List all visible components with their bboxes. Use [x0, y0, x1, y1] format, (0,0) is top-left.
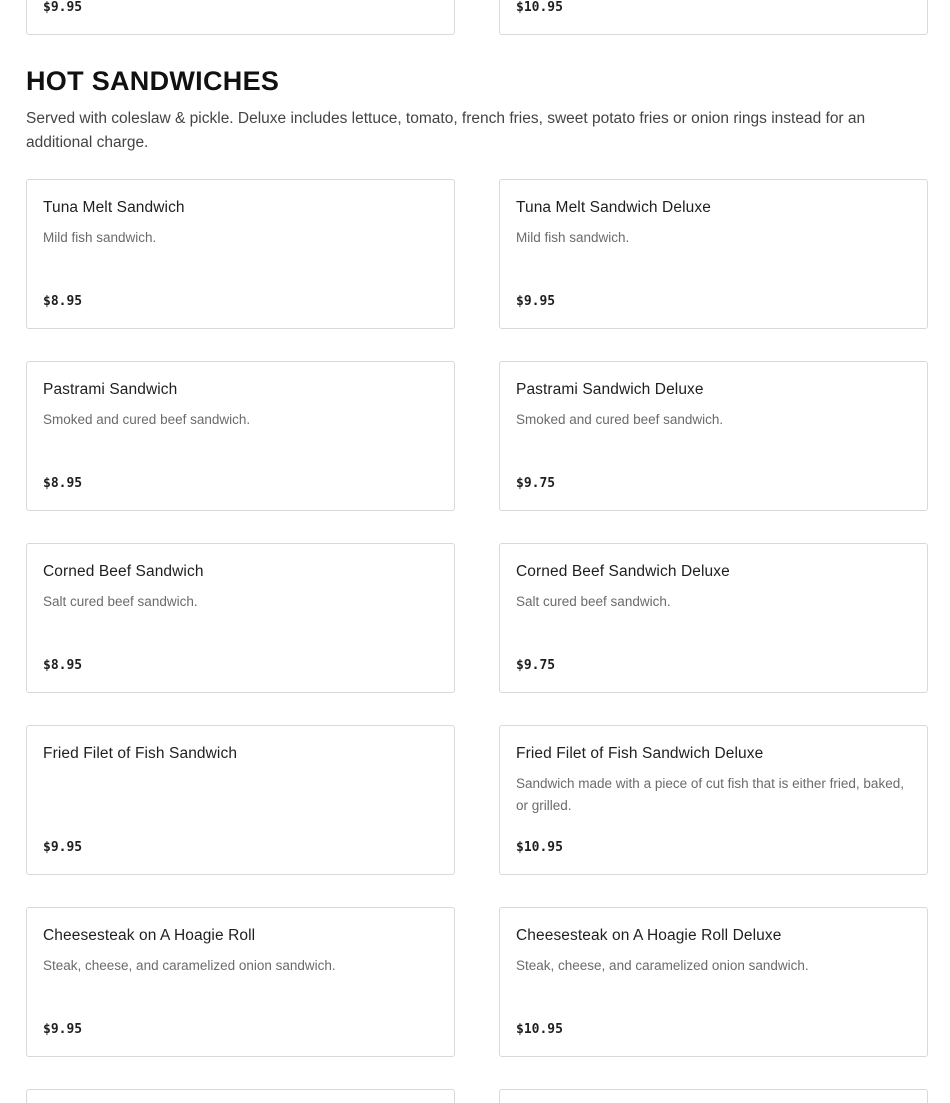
menu-item-price: $8.95 [43, 294, 83, 309]
menu-item-price: $10.95 [516, 1022, 563, 1037]
menu-item-price: $10.95 [516, 840, 563, 855]
menu-item-card[interactable] [26, 1089, 455, 1103]
menu-item-name: Tuna Melt Sandwich Deluxe [516, 199, 711, 216]
menu-item-card[interactable] [26, 179, 455, 329]
menu-item-price: $8.95 [43, 476, 83, 491]
menu-item-card[interactable] [499, 179, 928, 329]
menu-item-name: Corned Beef Sandwich Deluxe [516, 563, 730, 580]
menu-item-price: $9.95 [43, 840, 83, 855]
menu-item-card[interactable] [499, 0, 928, 35]
menu-item-card[interactable] [499, 725, 928, 875]
menu-item-card[interactable] [26, 725, 455, 875]
menu-item-price: $9.75 [516, 658, 556, 673]
menu-item-name: Tuna Melt Sandwich [43, 199, 185, 216]
menu-item-price: $10.95 [516, 0, 563, 15]
menu-item-card[interactable] [26, 0, 455, 35]
section-title: HOT SANDWICHES [26, 66, 280, 96]
menu-item-name: Cheesesteak on A Hoagie Roll Deluxe [516, 927, 782, 944]
menu-item-description: Steak, cheese, and caramelized onion sandwich. [516, 958, 809, 973]
menu-item-name: Fried Filet of Fish Sandwich [43, 745, 238, 762]
menu-item-card[interactable] [499, 907, 928, 1057]
menu-item-price: $9.95 [43, 0, 83, 15]
menu-item-name: Pastrami Sandwich Deluxe [516, 381, 704, 398]
menu-item-description: Smoked and cured beef sandwich. [43, 412, 251, 427]
menu-item-card[interactable] [26, 361, 455, 511]
menu-item-name: Corned Beef Sandwich [43, 563, 204, 580]
menu-item-description: Mild fish sandwich. [43, 230, 157, 245]
menu-item-card[interactable] [499, 1089, 928, 1103]
menu-item-description: Salt cured beef sandwich. [516, 594, 671, 609]
menu-item-price: $9.75 [516, 476, 556, 491]
menu-item-price: $9.95 [43, 1022, 83, 1037]
menu-item-description: Smoked and cured beef sandwich. [516, 412, 724, 427]
menu-item-description: Mild fish sandwich. [516, 230, 630, 245]
section-description: Served with coleslaw & pickle. Deluxe includes lettuce, tomato, french fries, sweet potato fries or onion rings instead for an additional charge. [26, 110, 866, 151]
menu-item-price: $8.95 [43, 658, 83, 673]
menu-item-description: Sandwich made with a piece of cut fish that is either fried, baked, or grilled. [516, 776, 904, 813]
menu-item-card[interactable] [26, 543, 455, 693]
menu-item-description: Steak, cheese, and caramelized onion sandwich. [43, 958, 336, 973]
menu-item-card[interactable] [499, 361, 928, 511]
menu-item-name: Cheesesteak on A Hoagie Roll [43, 927, 256, 944]
menu-item-card[interactable] [499, 543, 928, 693]
menu-item-description: Salt cured beef sandwich. [43, 594, 198, 609]
menu-item-name: Fried Filet of Fish Sandwich Deluxe [516, 745, 764, 762]
menu-item-price: $9.95 [516, 294, 556, 309]
menu-item-name: Pastrami Sandwich [43, 381, 178, 398]
menu-item-card[interactable] [26, 907, 455, 1057]
